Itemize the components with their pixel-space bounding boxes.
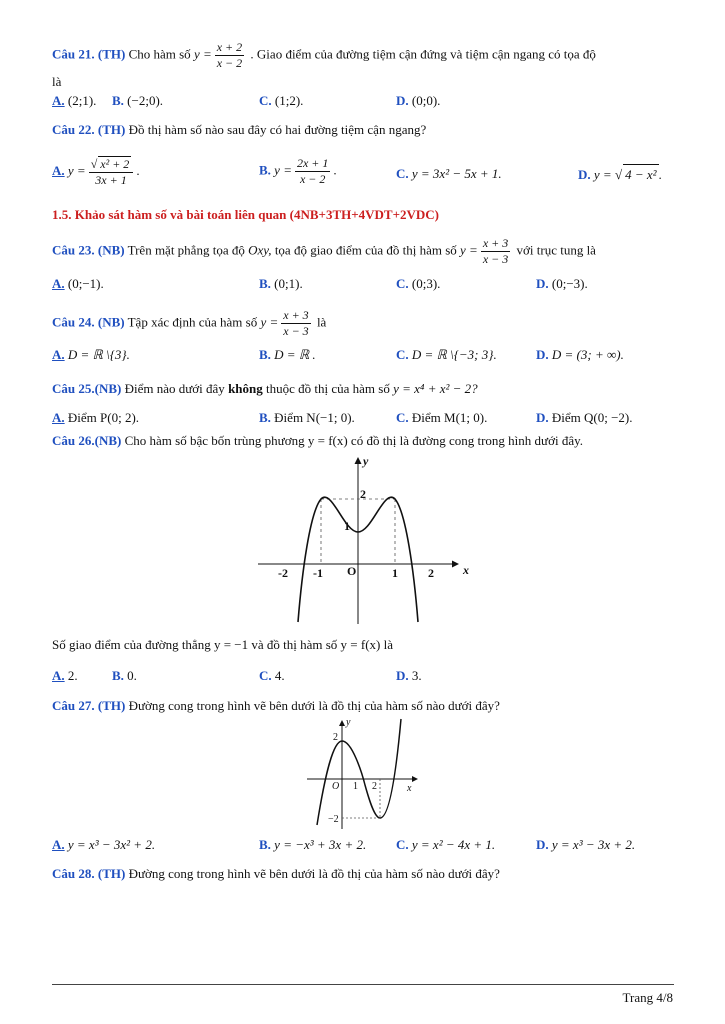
math-oxy: Oxy, — [248, 242, 272, 258]
question-label: Câu 23. (NB) — [52, 242, 125, 258]
denominator: x − 2 — [299, 172, 326, 186]
option-text: (0;3). — [411, 276, 441, 291]
option-text: y = x³ − 3x² + 2. — [67, 837, 156, 852]
question-text-continued: là — [52, 74, 62, 89]
punct: . — [658, 167, 662, 182]
option-text: y = 3x² − 5x + 1. — [411, 166, 502, 181]
option-label: C. — [396, 276, 409, 291]
question-22 — [52, 121, 426, 139]
numerator: √ x² + 2 — [89, 156, 134, 173]
y-axis-label: y — [363, 454, 369, 468]
numerator: x + 3 — [482, 236, 509, 250]
option-d[interactable] — [536, 274, 588, 294]
option-label: B. — [259, 162, 271, 178]
tick-y: −2 — [328, 814, 339, 825]
question-21 — [52, 40, 596, 71]
option-c[interactable] — [396, 408, 487, 428]
option-a[interactable] — [52, 408, 139, 428]
option-c[interactable] — [396, 345, 497, 365]
option-label: A. — [52, 837, 65, 852]
math-y: y = — [593, 167, 612, 182]
question-text: . Giao điểm của đường tiệm cận đứng và tiệm cận ngang có tọa độ — [250, 46, 596, 62]
question-27 — [52, 697, 500, 715]
option-label: B. — [259, 347, 271, 362]
tick-x: -2 — [278, 566, 288, 580]
option-c[interactable] — [396, 274, 440, 294]
numerator: x + 2 — [216, 40, 243, 54]
numerator: 2x + 1 — [296, 156, 329, 170]
option-text: 2. — [67, 668, 78, 683]
fraction — [281, 308, 310, 339]
option-label: A. — [52, 162, 65, 178]
option-text: D = (3; + ∞). — [551, 347, 624, 362]
option-b[interactable] — [259, 345, 316, 365]
option-label: A. — [52, 668, 65, 683]
question-label: Câu 26.(NB) — [52, 433, 122, 448]
tick-x: -1 — [313, 566, 323, 580]
option-a[interactable] — [52, 666, 78, 686]
tick-x: 1 — [392, 566, 398, 580]
question-label: Câu 28. (TH) — [52, 866, 126, 881]
option-text: (0;0). — [411, 93, 441, 108]
question-text: tọa độ giao điểm của đồ thị hàm số — [274, 242, 457, 258]
math-y: y = — [274, 162, 292, 178]
question-28 — [52, 865, 500, 883]
options-row-25 — [0, 408, 725, 430]
option-text: Điểm Q(0; −2). — [551, 410, 633, 425]
option-label: D. — [536, 837, 549, 852]
option-a[interactable] — [52, 156, 140, 188]
option-label: D. — [536, 347, 549, 362]
page-number: Trang 4/8 — [622, 990, 673, 1005]
option-d[interactable] — [536, 345, 624, 365]
option-text: y = x³ − 3x + 2. — [551, 837, 636, 852]
math-y: y = — [67, 162, 86, 178]
punct: . — [333, 162, 337, 178]
option-d[interactable] — [396, 666, 422, 686]
y-axis-label: y — [346, 717, 351, 728]
question-25 — [52, 380, 478, 398]
denominator: 3x + 1 — [95, 173, 127, 187]
option-text: 0. — [127, 668, 137, 683]
option-label: B. — [112, 668, 124, 683]
options-row-26 — [0, 666, 725, 688]
option-text: (0;−3). — [551, 276, 588, 291]
option-text: Điểm M(1; 0). — [411, 410, 488, 425]
option-b[interactable] — [112, 666, 137, 686]
option-label: D. — [396, 668, 409, 683]
option-b[interactable] — [259, 274, 303, 294]
question-text: Trên mặt phẳng tọa độ — [127, 242, 245, 258]
numerator: x + 3 — [283, 308, 309, 322]
option-label: C. — [396, 837, 409, 852]
math-y: y = — [260, 314, 279, 330]
tick-x: 2 — [428, 566, 434, 580]
option-label: A. — [52, 347, 65, 362]
option-c[interactable] — [259, 666, 285, 686]
question-text: Cho hàm số bậc bốn trùng phương y = f(x) có đồ thị là đường cong trong hình dưới đây. — [124, 433, 584, 448]
question-label: Câu 21. (TH) — [52, 46, 126, 62]
tick-y: 1 — [344, 519, 350, 533]
option-label: B. — [259, 410, 271, 425]
option-a[interactable] — [52, 835, 155, 855]
cubic-graph — [305, 715, 423, 831]
option-c[interactable] — [259, 91, 303, 111]
x-axis-label: x — [463, 563, 469, 577]
options-row-22 — [0, 150, 725, 196]
options-row-24 — [0, 345, 725, 367]
option-text: 3. — [411, 668, 422, 683]
footer-divider — [52, 984, 674, 985]
question-26-prompt: Số giao điểm của đường thẳng y = −1 và đồ thị hàm số y = f(x) là — [52, 637, 393, 652]
denominator: x − 3 — [283, 324, 309, 338]
question-text: với trục tung là — [516, 242, 596, 258]
option-text: y = x² − 4x + 1. — [411, 837, 496, 852]
punct: . — [136, 162, 140, 178]
option-label: D. — [578, 167, 591, 182]
question-text: Đồ thị hàm số nào sau đây có hai đường tiệm cận ngang? — [128, 122, 427, 137]
quartic-graph — [250, 452, 470, 628]
option-d[interactable]: D. y = √ 4 − x² . — [578, 164, 662, 185]
option-c[interactable] — [396, 835, 495, 855]
option-d[interactable] — [396, 91, 440, 111]
denominator: x − 2 — [216, 56, 243, 70]
tick-y: 2 — [360, 487, 366, 501]
option-label: C. — [259, 668, 272, 683]
option-b[interactable] — [259, 408, 355, 428]
section-heading: 1.5. Khảo sát hàm số và bài toán liên quan (4NB+3TH+4VDT+2VDC) — [52, 207, 439, 222]
option-label: B. — [259, 276, 271, 291]
option-b[interactable] — [112, 91, 163, 111]
fraction — [215, 40, 244, 71]
math-y: y = — [193, 46, 212, 62]
question-text: Đường cong trong hình vẽ bên dưới là đồ thị của hàm số nào dưới đây? — [128, 698, 500, 713]
radicand: 4 − x² — [623, 164, 658, 185]
cubic-curve — [317, 719, 401, 825]
option-text: (−2;0). — [127, 93, 164, 108]
option-text: D = ℝ \{3}. — [67, 347, 130, 362]
option-text: Điểm N(−1; 0). — [274, 410, 355, 425]
option-label: C. — [396, 410, 409, 425]
math-y: y = — [460, 242, 478, 258]
question-23 — [52, 236, 596, 267]
option-text: (0;−1). — [67, 276, 104, 291]
option-label: C. — [396, 166, 409, 181]
question-label: Câu 22. (TH) — [52, 122, 126, 137]
option-label: D. — [536, 410, 549, 425]
question-label: Câu 24. (NB) — [52, 314, 125, 330]
question-24 — [52, 308, 326, 339]
option-label: B. — [259, 837, 271, 852]
fraction — [481, 236, 510, 267]
math-function: y = x⁴ + x² − 2? — [393, 381, 478, 396]
option-b[interactable] — [259, 156, 337, 187]
question-26 — [52, 432, 583, 450]
option-label: D. — [396, 93, 409, 108]
question-text: thuộc đồ thị của hàm số — [266, 381, 390, 396]
question-label: Câu 27. (TH) — [52, 698, 126, 713]
option-text: 4. — [274, 668, 285, 683]
option-text: (2;1). — [67, 93, 97, 108]
question-label: Câu 25.(NB) — [52, 381, 122, 396]
option-label: C. — [259, 93, 272, 108]
tick-x: 2 — [372, 781, 377, 792]
x-axis-label: x — [407, 783, 412, 794]
option-text: D = ℝ . — [274, 347, 316, 362]
question-text: Đường cong trong hình vẽ bên dưới là đồ thị của hàm số nào dưới đây? — [128, 866, 500, 881]
option-label: C. — [396, 347, 409, 362]
fraction — [89, 156, 134, 188]
option-a[interactable] — [52, 274, 104, 294]
option-a[interactable] — [52, 91, 96, 111]
option-label: A. — [52, 93, 65, 108]
question-text: Tập xác định của hàm số — [127, 314, 258, 330]
option-d[interactable] — [536, 835, 635, 855]
fraction — [295, 156, 330, 187]
denominator: x − 3 — [482, 252, 509, 266]
option-text: (0;1). — [274, 276, 303, 291]
question-text: Điểm nào dưới đây — [124, 381, 225, 396]
tick-x: 1 — [353, 781, 358, 792]
origin-label: O — [347, 564, 357, 578]
option-a[interactable] — [52, 345, 130, 365]
option-text: (1;2). — [274, 93, 304, 108]
option-b[interactable] — [259, 835, 366, 855]
option-label: D. — [536, 276, 549, 291]
option-text: Điểm P(0; 2). — [67, 410, 140, 425]
radicand: x² + 2 — [100, 157, 130, 171]
origin-label: O — [332, 781, 340, 792]
option-c[interactable] — [396, 164, 502, 184]
option-label: A. — [52, 410, 65, 425]
options-row-27 — [0, 835, 725, 857]
option-label: A. — [52, 276, 65, 291]
option-label: B. — [112, 93, 124, 108]
option-d[interactable] — [536, 408, 633, 428]
option-text: D = ℝ \{−3; 3}. — [411, 347, 497, 362]
options-row-23 — [0, 274, 725, 296]
option-text: y = −x³ + 3x + 2. — [274, 837, 367, 852]
question-text: là — [316, 314, 327, 330]
emphasis-word: không — [228, 381, 263, 396]
options-row-21 — [0, 91, 725, 113]
question-text: Cho hàm số — [128, 46, 191, 62]
tick-y: 2 — [333, 732, 338, 743]
